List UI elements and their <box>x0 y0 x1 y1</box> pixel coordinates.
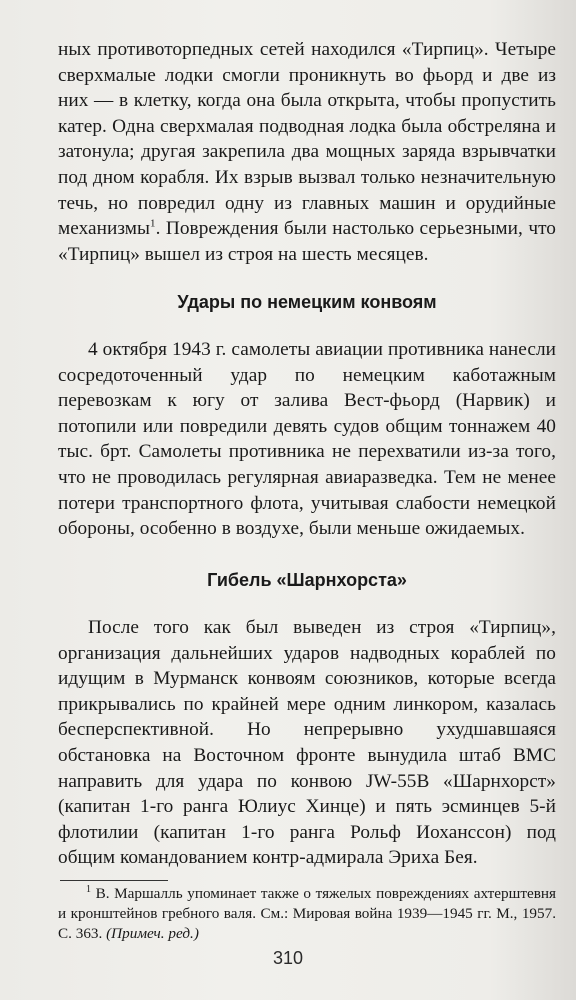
footnote <box>58 884 556 944</box>
footnote-reference: 1 <box>150 217 156 230</box>
paragraph-text: После того как был выведен из строя «Тирпиц», организация дальнейших ударов надводных кораблей по идущим в Мурманск конвоям союзников, которые всегда прикрывались по крайней мере одним линкором, казалась бесперспективной. Но непрерывно ухудшавшаяся обстановка на Восточном фронте вынудила штаб ВМС направить для удара по конвою JW-55B «Шарнхорст» (капитан 1-го ранга Юлиус Хинце) и пять эсминцев 5-й флотилии (капитан 1-го ранга Рольф Иохансcон) под общим командованием контр-адмирала Эриха Бея. <box>58 617 556 869</box>
body-paragraph-scharnhorst <box>58 615 556 871</box>
paragraph-text-continued: . Повреждения были настолько серьезными, что «Тирпиц» вышел из строя на шесть месяцев. <box>58 218 556 265</box>
page-number: 310 <box>272 948 304 968</box>
body-paragraph-convoys <box>58 337 556 542</box>
paragraph-text: ных противоторпедных сетей находился «Тирпиц». Четыре сверхмалые лодки смогли проникнуть во фьорд и две из них — в клетку, когда она была открыта, чтобы пропустить катер. Одна сверхмалая подводная лодка была обстреляна и затонула; другая закрепила два мощных заряда взрывчатки под дном корабля. Их взрыв вызвал только незначительную течь, но повредил одну из главных машин и орудийные механизмы <box>58 39 556 240</box>
body-paragraph-tirpitz <box>58 37 556 267</box>
section-heading-convoys: Удары по немецким конвоям <box>177 292 437 312</box>
footnote-mark: 1 <box>86 883 91 895</box>
section-heading-scharnhorst: Гибель «Шарнхорста» <box>207 570 407 590</box>
footnote-divider <box>60 880 168 881</box>
paragraph-text: 4 октября 1943 г. самолеты авиации противника нанесли сосредоточенный удар по немецким каботажным перевозкам к югу от залива Вест-фьорд (Нарвик) и потопили или повредили девять судов общим тоннажем 40 тыс. брт. Самолеты противника не перехватили из-за того, что не проводилась регулярная авиаразведка. Тем не менее потери транспортного флота, учитывая слабости немецкой обороны, особенно в воздухе, были меньше ожидаемых. <box>58 339 556 540</box>
footnote-text: В. Маршалль упоминает также о тяжелых повреждениях ахтерштевня и кронштейнов гребного валя. См.: Мировая война 1939—1945 гг. М., 1957. С. 363. <box>58 885 556 942</box>
footnote-editor-note: (Примеч. ред.) <box>106 925 199 942</box>
